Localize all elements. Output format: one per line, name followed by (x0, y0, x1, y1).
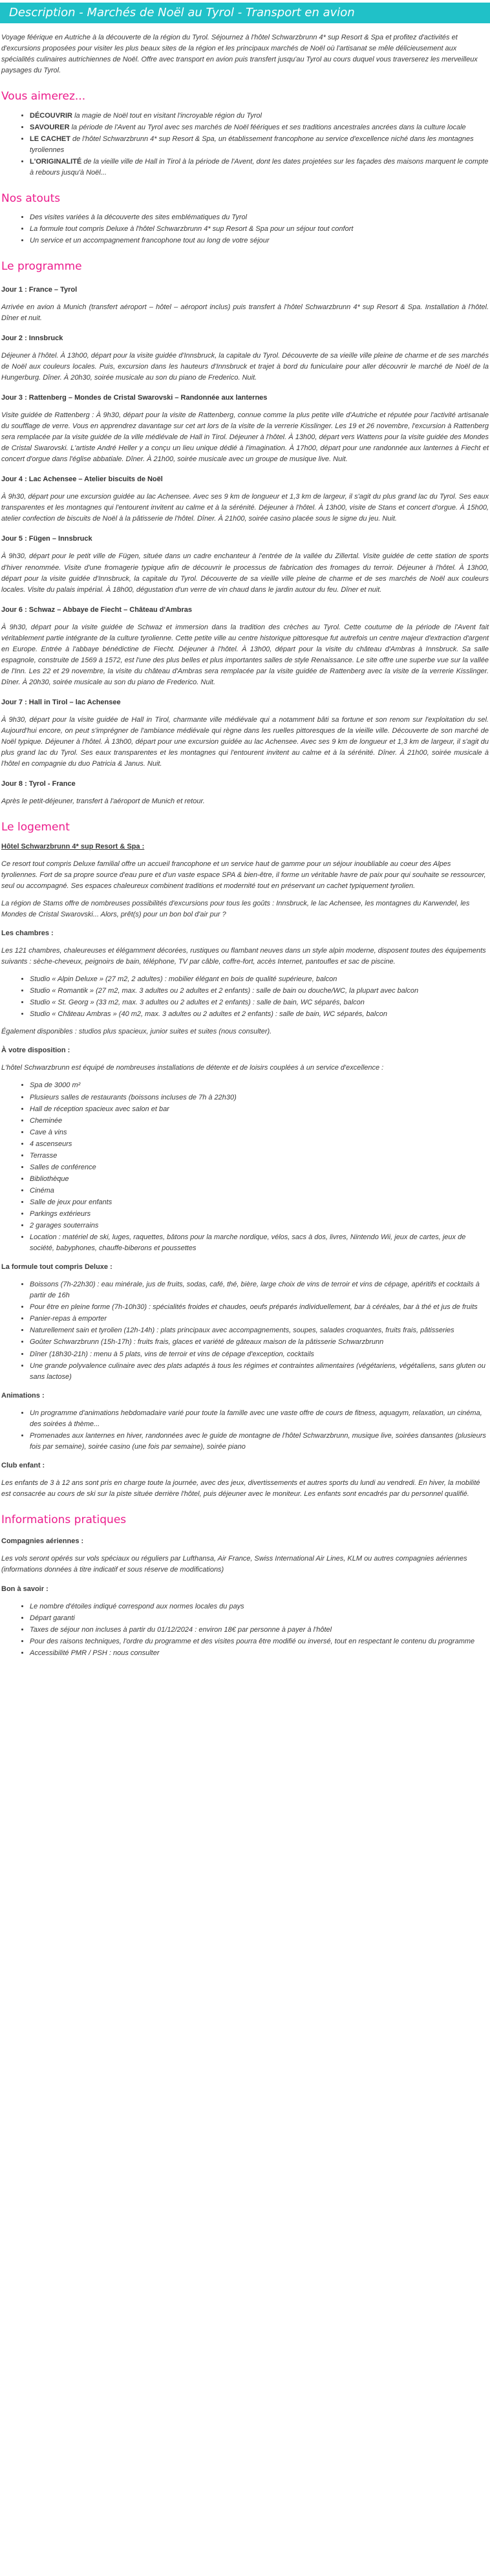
list-item: • Le nombre d'étoiles indiqué correspond aux normes locales du pays (30, 1601, 489, 1612)
list-item: • Panier-repas à emporter (30, 1314, 489, 1325)
list-item: • Hall de réception spacieux avec salon et bar (30, 1104, 489, 1115)
logement-paragraph: Ce resort tout compris Deluxe familial offre un accueil francophone et un service haut de gamme pour un séjour inoubliable au coeur des Alpes tyroliennes. Fort de sa propre source d'eau pure et d'un vaste espace SPA & bien-être, il forme un véritable havre de paix pour qui souhaite se ressourcer, seul ou accompagné. Ses espaces chaleureux combinent traditions et modernité tout en préservant un cachet typiquement tyrolien. (1, 860, 486, 890)
chambres-label: Les chambres : (1, 929, 54, 937)
list-item: • Départ garanti (30, 1613, 489, 1624)
list-item: • Des visites variées à la découverte des sites emblématiques du Tyrol (30, 212, 489, 223)
list-item: • Location : matériel de ski, luges, raquettes, bâtons pour la marche nordique, vélos, sacs à dos, livres, Nintendo Wii, jeux de cartes, jeux de société, babyphones, chauffe-biberons et poussettes (30, 1232, 489, 1254)
content (0, 32, 490, 1659)
description-banner (0, 3, 490, 23)
day-text: Visite guidée de Rattenberg : À 9h30, départ pour la visite de Rattenberg, connue comme la plus petite ville d'Autriche et réputée pour l'activité artisanale du soufflage de verre. Vous en apprendrez davantage sur cet art lors de la visite de la verrerie Kisslinger. Les 19 et 26 novembre, l'excursion à Rattenberg sera remplacée par la visite guidée de la ville médiévale de Hall in Tirol. Déjeuner à l'hôtel. À 13h00, départ vers Wattens pour la visite guidée des Mondes de Cristal Swarovski. L'artiste André Heller y a conçu un lieu unique dédié à l'imagination. À 17h00, départ pour une randonnée aux lanternes à Fiecht et concert d'orgue dans l'église abbatiale. Dîner. À 21h00, soirée musicale avec un groupe de musique live. Nuit. (1, 411, 489, 464)
day-title: Jour 3 : Rattenberg – Mondes de Cristal Swarovski – Randonnée aux lanternes (1, 393, 268, 402)
dispo-label: À votre disposition : (1, 1046, 70, 1055)
list-item: • Pour être en pleine forme (7h-10h30) : spécialités froides et chaudes, oeufs préparés individuellement, bar à céréales, bar à thé et jus de fruits (30, 1302, 489, 1313)
list-item: • Terrasse (30, 1151, 489, 1162)
formule-list (1, 1279, 489, 1382)
formule-label: La formule tout compris Deluxe : (1, 1263, 112, 1272)
day-title: Jour 2 : Innsbruck (1, 334, 63, 342)
chambres-list (1, 974, 489, 1020)
programme-heading: Le programme (1, 260, 82, 274)
day-title: Jour 6 : Schwaz – Abbaye de Fiecht – Château d'Ambras (1, 605, 193, 614)
list-item: • Taxes de séjour non incluses à partir du 01/12/2024 : environ 18€ par personne à payer à l'hôtel (30, 1625, 489, 1636)
list-item: • Parkings extérieurs (30, 1209, 489, 1220)
day-title: Jour 4 : Lac Achensee – Atelier biscuits de Noël (1, 475, 163, 484)
vous-aimerez-list (1, 111, 489, 179)
compagnies-paragraph: Les vols seront opérés sur vols spéciaux ou réguliers par Lufthansa, Air France, Swiss International Air Lines, KLM ou autres compagnies aériennes (informations données à titre indicatif et sous réserve de modifications) (1, 1555, 467, 1574)
list-item: • Studio « Romantik » (27 m2, max. 3 adultes ou 2 adultes et 2 enfants) : salle de bain ou douche/WC, la plupart avec balcon (30, 986, 489, 997)
chambres-paragraph: Les 121 chambres, chaleureuses et élégamment décorées, rustiques ou flambant neuves dans un style alpin moderne, disposent toutes des équipements suivants : sèche-cheveux, peignoirs de bain, téléphone, TV par câble, coffre-fort, accès Internet, pantoufles et sac de piscine. (1, 947, 486, 966)
list-item: • Un service et un accompagnement francophone tout au long de votre séjour (30, 235, 489, 246)
list-item: • Goûter Schwarzbrunn (15h-17h) : fruits frais, glaces et variété de gâteaux maison de la pâtisserie Schwarzbrunn (30, 1337, 489, 1348)
day-title: Jour 1 : France – Tyrol (1, 285, 78, 294)
list-item: • Une grande polyvalence culinaire avec des plats adaptés à tous les régimes et contraintes alimentaires (végétariens, végétaliens, sans gluten ou sans lactose) (30, 1361, 489, 1383)
list-item: • DÉCOUVRIR la magie de Noël tout en visitant l'incroyable région du Tyrol (30, 111, 489, 122)
list-item: • SAVOURER la période de l'Avent au Tyrol avec ses marchés de Noël féériques et ses traditions ancestrales ancrées dans la culture locale (30, 122, 489, 133)
list-item: • Bibliothèque (30, 1174, 489, 1185)
banner-title: Description - Marchés de Noël au Tyrol - Transport en avion (9, 6, 355, 19)
list-item: • Pour des raisons techniques, l'ordre du programme et des visites pourra être modifié ou inversé, tout en respectant le contenu du programme (30, 1636, 489, 1647)
list-item: • Studio « Château Ambras » (40 m2, max. 3 adultes ou 2 adultes et 2 enfants) : salle de bain, WC séparés, balcon (30, 1009, 489, 1020)
list-item: • Promenades aux lanternes en hiver, randonnées avec le guide de montagne de l'hôtel Schwarzbrunn, musique live, soirées dansantes (plusieurs fois par semaine), soirée casino (une fois par semaine), soirée piano (30, 1431, 489, 1453)
day-title: Jour 8 : Tyrol - France (1, 780, 76, 788)
list-item: • Salles de conférence (30, 1162, 489, 1173)
animations-list (1, 1408, 489, 1453)
vous-aimerez-heading: Vous aimerez... (1, 90, 86, 103)
day-text: À 9h30, départ pour le petit ville de Fügen, située dans un cadre enchanteur à l'entrée de la vallée du Zillertal. Visite guidée de cette station de sports d'hiver renommée. Visite d'une fromagerie typique afin de découvrir le processus de fabrication des fromages du terroir. Déjeuner à l'hôtel. À 13h00, départ pour la visite guidée d'Innsbruck, la capitale du Tyrol. Découverte de sa vieille ville pleine de charme et de ses marchés de Noël aux couleurs locales. Visite du palais impérial. À 18h00, dégustation d'un verre de vin chaud dans le jardin autour du feu. Dîner et nuit. (1, 552, 489, 594)
hotel-heading: Hôtel Schwarzbrunn 4* sup Resort & Spa : (1, 842, 145, 850)
list-item: • Naturellement sain et tyrolien (12h-14h) : plats principaux avec accompagnements, soupes, salades croquantes, fruits frais, pâtisseries (30, 1325, 489, 1336)
day-text: À 9h30, départ pour la visite guidée de Schwaz et immersion dans la tradition des crèches au Tyrol. Cette coutume de la période de l'Avent fait véritablement partie intégrante de la culture tyrolienne. Cette petite ville au centre historique pittoresque fut autrefois un centre majeur d'extraction d'argent en Europe. Entrée à l'abbaye bénédictine de Fiecht. Déjeuner à l'hôtel. À 13h00, départ pour la visite du château d'Ambras à Innsbruck. Sa salle espagnole, construite de 1569 à 1572, est l'une des plus belles et plus importantes salles de style Renaissance. Le site offre une superbe vue sur la vallée de l'Inn. Les 22 et 29 novembre, la visite du château d'Ambras sera remplacée par la visite guidée de Rattenberg avec la visite de la verrerie Kisslinger. Dîner. À 20h30, soirée musicale au son du piano de Frederico. Nuit. (1, 623, 489, 686)
chambres-note: Également disponibles : studios plus spacieux, junior suites et suites (nous consulter). (1, 1028, 272, 1036)
list-item: • Dîner (18h30-21h) : menu à 5 plats, vins de terroir et vins de cépage d'exception, cocktails (30, 1349, 489, 1360)
list-item: • Spa de 3000 m² (30, 1080, 489, 1091)
list-item: • 2 garages souterrains (30, 1220, 489, 1231)
list-item: • Cheminée (30, 1116, 489, 1127)
day-title: Jour 7 : Hall in Tirol – lac Achensee (1, 698, 121, 706)
day-text: Arrivée en avion à Munich (transfert aéroport – hôtel – aéroport inclus) puis transfert à l'hôtel Schwarzbrunn 4* sup Resort & Spa. Installation à l'hôtel. Dîner et nuit. (1, 303, 489, 322)
list-item: • L'ORIGINALITÉ de la vieille ville de Hall in Tirol à la période de l'Avent, dont les dates projetées sur les façades des maisons marquent le compte à rebours jusqu'à Noël... (30, 157, 489, 179)
list-item: • Studio « Alpin Deluxe » (27 m2, 2 adultes) : mobilier élégant en bois de qualité supérieure, balcon (30, 974, 489, 985)
day-text: Après le petit-déjeuner, transfert à l'aéroport de Munich et retour. (1, 797, 205, 806)
dispo-list (1, 1080, 489, 1254)
bon-a-savoir-label: Bon à savoir : (1, 1585, 48, 1593)
nos-atouts-list (1, 212, 489, 246)
day-text: Déjeuner à l'hôtel. À 13h00, départ pour la visite guidée d'Innsbruck, la capitale du Tyrol. Découverte de sa vieille ville pleine de charme et de ses marchés de Noël aux couleurs locales. Puis, excursion dans les hauteurs d'Innsbruck et trajet à bord du funiculaire pour aller découvrir le marché de Noël de la Hungerburg. Dîner. À 20h30, soirée musicale au son du piano de Frederico. Nuit. (1, 351, 489, 382)
list-item: • Un programme d'animations hebdomadaire varié pour toute la famille avec une vaste offre de cours de fitness, aquagym, relaxation, un cinéma, des soirées à thème... (30, 1408, 489, 1430)
compagnies-label: Compagnies aériennes : (1, 1537, 84, 1546)
list-item: • Cinéma (30, 1185, 489, 1196)
list-item: • LE CACHET de l'hôtel Schwarzbrunn 4* sup Resort & Spa, un établissement francophone au service d'excellence niché dans les montagnes tyroliennes (30, 134, 489, 156)
list-item: • 4 ascenseurs (30, 1139, 489, 1150)
day-text: À 9h30, départ pour une excursion guidée au lac Achensee. Avec ses 9 km de longueur et 1,3 km de largeur, il s'agit du plus grand lac du Tyrol. Ses eaux transparentes et les montagnes qui l'entourent invitent au calme et à la sérénité. Déjeuner à l'hôtel. À 13h00, visite de Stans et concert d'orgue. À 15h00, atelier confection de biscuits de Noël à la pâtisserie de l'hôtel. Dîner. À 21h00, soirée casino placée sous le signe du jeu. Nuit. (1, 493, 489, 523)
nos-atouts-heading: Nos atouts (1, 191, 61, 205)
list-item: • Boissons (7h-22h30) : eau minérale, jus de fruits, sodas, café, thé, bière, large choix de vins de terroir et vins de cépage, apéritifs et cocktails à partir de 16h (30, 1279, 489, 1301)
club-label: Club enfant : (1, 1461, 45, 1469)
dispo-paragraph: L'hôtel Schwarzbrunn est équipé de nombreuses installations de détente et de loisirs couplées à un service d'excellence : (1, 1064, 384, 1072)
list-item: • Cave à vins (30, 1127, 489, 1138)
day-title: Jour 5 : Fügen – Innsbruck (1, 535, 92, 543)
animations-label: Animations : (1, 1391, 45, 1400)
logement-heading: Le logement (1, 821, 70, 834)
intro-paragraph: Voyage féérique en Autriche à la découverte de la région du Tyrol. Séjournez à l'hôtel Schwarzbrunn 4* sup Resort & Spa et profitez d'activités et d'excursions proposées pour visiter les plus beaux sites de la région et les principaux marchés de Noël où l'artisanat se mêle délicieusement aux spécialités culinaires autrichiennes de Noël. Offre avec transport en avion puis transfert jusqu'au Tyrol au cours duquel vous traverserez les merveilleux paysages du Tyrol. (1, 34, 478, 75)
list-item: • Studio « St. Georg » (33 m2, max. 3 adultes ou 2 adultes et 2 enfants) : salle de bain, WC séparés, balcon (30, 997, 489, 1008)
club-paragraph: Les enfants de 3 à 12 ans sont pris en charge toute la journée, avec des jeux, divertissements et autres sports du lundi au vendredi. En hiver, la mobilité est consacrée au cours de ski sur la piste située derrière l'hôtel, puis déjeuner avec le moniteur. Les enfants sont encadrés par du personnel qualifié. (1, 1478, 480, 1498)
logement-paragraph: La région de Stams offre de nombreuses possibilités d'excursions pour tous les goûts : Innsbruck, le lac Achensee, les montagnes du Karwendel, les Mondes de Cristal Swarovski... Alors, prêt(s) pour un bon bol d'air pur ? (1, 899, 470, 918)
list-item: • La formule tout compris Deluxe à l'hôtel Schwarzbrunn 4* sup Resort & Spa pour un séjour tout confort (30, 224, 489, 235)
list-item: • Plusieurs salles de restaurants (boissons incluses de 7h à 22h30) (30, 1092, 489, 1103)
infos-heading: Informations pratiques (1, 1513, 127, 1527)
day-text: À 9h30, départ pour la visite guidée de Hall in Tirol, charmante ville médiévale qui a notamment bâti sa fortune et son renom sur l'exploitation du sel. Aujourd'hui encore, on peut s'imprégner de l'ambiance médiévale qui règne dans les ruelles pittoresques de la vieille ville. Découverte de son marché de Noël typique. Déjeuner à l'hôtel. À 13h00, départ pour une excursion guidée au lac Achensee. Avec ses 9 km de longueur et 1,3 km de largeur, il s'agit du plus grand lac du Tyrol. Ses eaux transparentes et les montagnes qui l'entourent invitent au calme et à la sérénité. Dîner. À 21h00, soirée musicale à l'hôtel en compagnie du duo Patricia & Janus. Nuit. (1, 716, 489, 768)
list-item: • Accessibilité PMR / PSH : nous consulter (30, 1648, 489, 1659)
list-item: • Salle de jeux pour enfants (30, 1197, 489, 1208)
bon-a-savoir-list (1, 1601, 489, 1659)
